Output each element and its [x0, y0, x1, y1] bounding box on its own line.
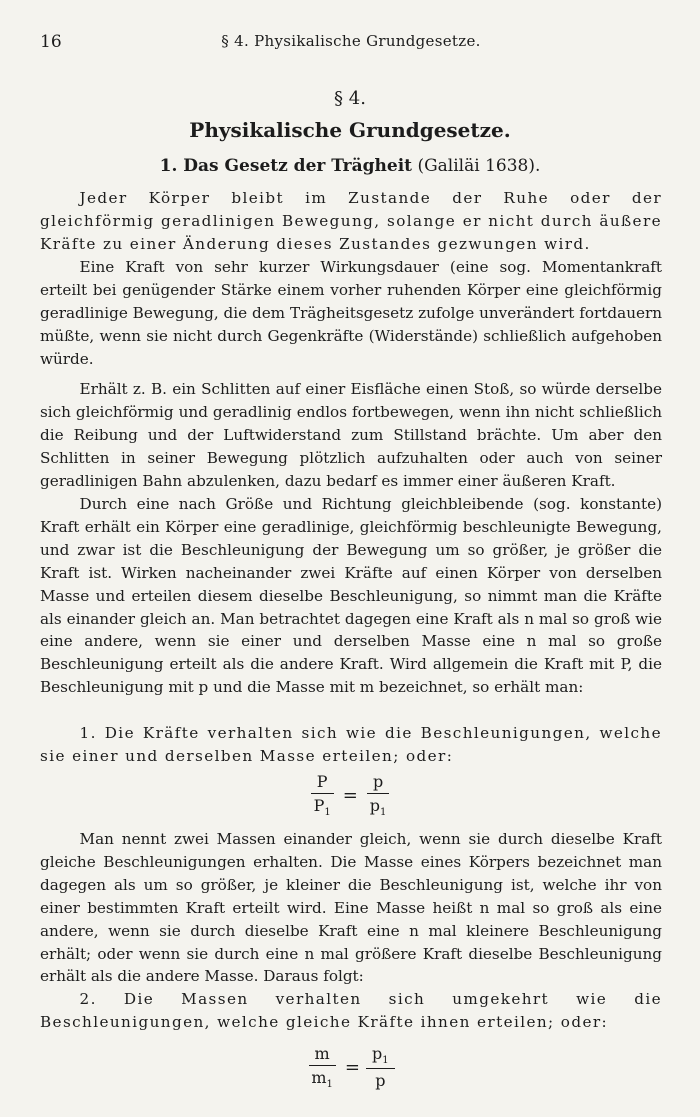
- page-header: [40, 32, 662, 56]
- page-number: 16: [40, 32, 62, 52]
- formula-acceleration-denominator: $p_1$: [369, 796, 387, 819]
- formula-inverse-numerator: $p_1$: [366, 1044, 395, 1069]
- subsection-attribution: (Galiläi 1638).: [417, 156, 541, 176]
- law-masses-inverse: 2. Die Massen verhalten sich umgekehrt wie die Beschleunigungen, welche gleiche Kräfte ihnen erteilen; oder:: [40, 990, 662, 1031]
- paragraph-mass-definition: Man nennt zwei Massen einander gleich, wenn sie durch dieselbe Kraft gleiche Beschleunigungen erhalten. Die Masse eines Körpers bezeichnet man dagegen als um so größer, je kleiner die Beschleunigung ist, welche ihr von einer bestimmten Kraft erteilt wird. Eine Masse heißt n mal so groß als eine andere, wenn sie durch dieselbe Kraft eine n mal kleinere Beschleunigung erhält; oder wenn sie durch eine n mal größere Kraft dieselbe Beschleunigung erhält als die andere Masse. Daraus folgt:: [40, 830, 662, 986]
- paragraph-momentary-force: Eine Kraft von sehr kurzer Wirkungsdauer (eine sog. Momentankraft erteilt bei genügender Stärke einem vorher ruhenden Körper eine gleichförmig geradlinige Bewegung, die dem Trägheitsgesetz zufolge unverändert fortdauern müßte, wenn sie nicht durch Gegenkräfte (Widerstände) schließlich aufgehoben würde.: [40, 258, 662, 368]
- formula-acceleration-numerator: p: [367, 772, 389, 794]
- fraction-force: [308, 772, 337, 818]
- formula-force-ratio: [0, 772, 700, 818]
- paragraph-sled-example: Erhält z. B. ein Schlitten auf einer Eisfläche einen Stoß, so würde derselbe sich gleichförmig und geradlinig endlos fortbewegen, wenn ihn nicht schließlich die Reibung und der Luftwiderstand zum Stillstand brächte. Um aber den Schlitten in seiner Bewegung plötzlich aufzuhalten oder auch von seiner geradlinigen Bahn abzulenken, dazu bedarf es immer einer äußeren Kraft.: [40, 380, 662, 490]
- section-title: Physikalische Grundgesetze.: [189, 118, 511, 142]
- formula-mass-denominator: $m_1$: [311, 1068, 333, 1091]
- formula-mass-numerator: m: [309, 1044, 336, 1066]
- fraction-acceleration-inverse: [366, 1044, 395, 1090]
- subsection-heading: [0, 156, 700, 176]
- fraction-acceleration: [364, 772, 393, 818]
- formula-force-denominator: $P_1$: [313, 796, 331, 819]
- paragraph-constant-force: Durch eine nach Größe und Richtung gleichbleibende (sog. konstante) Kraft erhält ein Körper eine geradlinige, gleichförmig beschleunigte Bewegung, und zwar ist die Beschleunigung der Bewegung um so größer, je größer die Kraft ist. Wirken nacheinander zwei Kräfte auf einen Körper von derselben Masse und erteilen diesem dieselbe Beschleunigung, so nimmt man die Kräfte als einander gleich an. Man betrachtet dagegen eine Kraft als n mal so groß wie eine andere, wenn sie einer und derselben Masse eine n mal so große Beschleunigung erteilt als die andere Kraft. Wird allgemein die Kraft mit P, die Beschleunigung mit p und die Masse mit m bezeichnet, so erhält man:: [40, 495, 662, 697]
- formula-mass-ratio: [0, 1044, 700, 1090]
- running-head: § 4. Physikalische Grundgesetze.: [221, 32, 481, 50]
- formula-inverse-denominator: p: [375, 1071, 386, 1091]
- paragraph-law-of-inertia: Jeder Körper bleibt im Zustande der Ruhe oder der gleichförmig geradlinigen Bewegung, solange er nicht durch äußere Kräfte zu einer Änderung dieses Zustandes gezwungen wird.: [40, 189, 662, 253]
- equals-sign: =: [342, 784, 358, 806]
- law-forces-proportional: 1. Die Kräfte verhalten sich wie die Beschleunigungen, welche sie einer und derselben Masse erteilen; oder:: [40, 724, 662, 765]
- subsection-title: 1. Das Gesetz der Trägheit: [159, 156, 413, 176]
- formula-force-numerator: P: [311, 772, 334, 794]
- section-number: § 4.: [334, 88, 366, 109]
- equals-sign-2: =: [344, 1056, 360, 1078]
- fraction-mass: [305, 1044, 339, 1090]
